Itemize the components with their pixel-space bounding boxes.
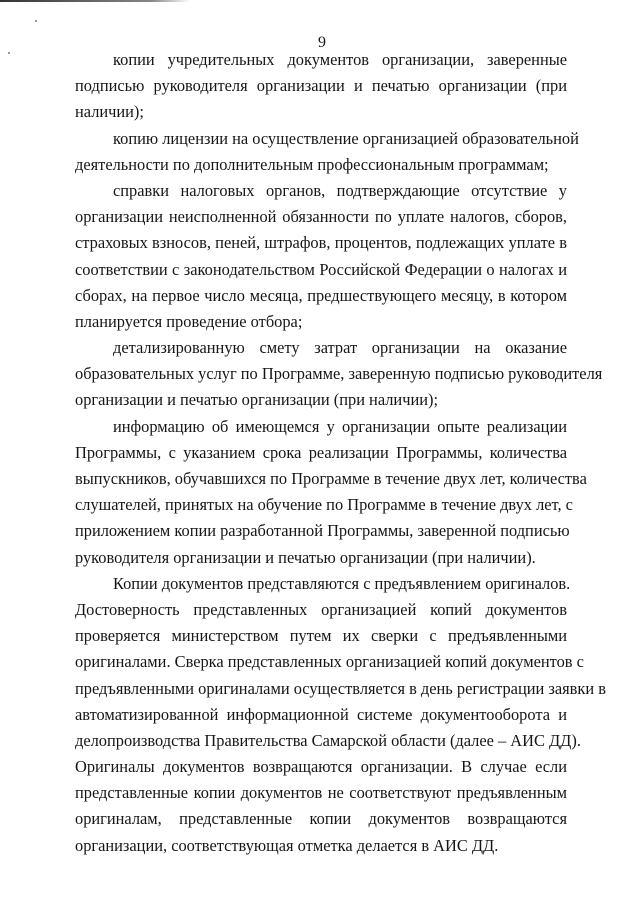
text-line: автоматизированной информационной системе документооборота и — [75, 704, 567, 724]
text-line: справки налоговых органов, подтверждающие отсутствие у — [113, 180, 567, 200]
text-line: сборах, на первое число месяца, предшествующего месяцу, в котором — [75, 285, 567, 305]
text-line: Достоверность представленных организацией копий документов — [75, 599, 567, 619]
paragraph — [75, 126, 579, 178]
text-line: наличии); — [75, 102, 144, 122]
document-body — [75, 47, 606, 859]
text-line: организации, соответствующая отметка делается в АИС ДД. — [75, 835, 499, 855]
text-line: делопроизводства Правительства Самарской области (далее – АИС ДД). — [75, 730, 581, 750]
page-number: 9 — [318, 34, 326, 51]
text-line: проверяется министерством путем их сверки с предъявленными — [75, 626, 567, 646]
text-line: приложением копии разработанной Программы, заверенной подписью — [75, 521, 570, 541]
text-line: копии учредительных документов организации, заверенные — [113, 50, 567, 69]
text-line: страховых взносов, пеней, штрафов, процентов, подлежащих уплате в — [75, 233, 567, 253]
text-line: оригиналам, представленные копии документов возвращаются — [75, 809, 567, 829]
text-line: слушателей, принятых на обучение по Программе в течение двух лет, с — [75, 495, 573, 515]
text-line: организации и печатью организации (при наличии); — [75, 390, 439, 410]
text-line: детализированную смету затрат организации на оказание — [113, 338, 567, 358]
text-line: представленные копии документов не соответствуют предъявленным — [75, 783, 567, 803]
paragraph — [75, 335, 603, 414]
text-line: организации неисполненной обязанности по уплате налогов, сборов, — [75, 207, 567, 227]
text-line: выпускников, обучавшихся по Программе в течение двух лет, количества — [75, 469, 587, 488]
text-line: копию лицензии на осуществление организацией образовательной — [113, 128, 579, 148]
text-line: предъявленными оригиналами осуществляется в день регистрации заявки в — [75, 678, 606, 698]
paragraph — [75, 47, 567, 126]
text-line: планируется проведение отбора; — [75, 311, 303, 331]
scan-edge-artifact — [0, 0, 190, 2]
text-line: Оригиналы документов возвращаются организации. В случае если — [75, 757, 567, 777]
text-line: деятельности по дополнительным профессиональным программам; — [75, 154, 549, 174]
paragraph — [75, 414, 587, 571]
text-line: подписью руководителя организации и печатью организации (при — [75, 76, 567, 96]
paragraph — [75, 178, 567, 335]
text-line: оригиналами. Сверка представленных организацией копий документов с — [75, 652, 584, 672]
text-line: информацию об имеющемся у организации опыте реализации — [113, 416, 567, 436]
paragraph — [75, 571, 606, 859]
scan-speck — [35, 20, 37, 22]
text-line: соответствии с законодательством Российской Федерации о налогах и — [75, 259, 567, 279]
text-line: Программы, с указанием срока реализации Программы, количества — [75, 442, 567, 462]
text-line: Копии документов представляются с предъявлением оригиналов. — [113, 573, 571, 593]
text-line: образовательных услуг по Программе, заверенную подписью руководителя — [75, 364, 603, 384]
text-line: руководителя организации и печатью организации (при наличии). — [75, 547, 536, 567]
